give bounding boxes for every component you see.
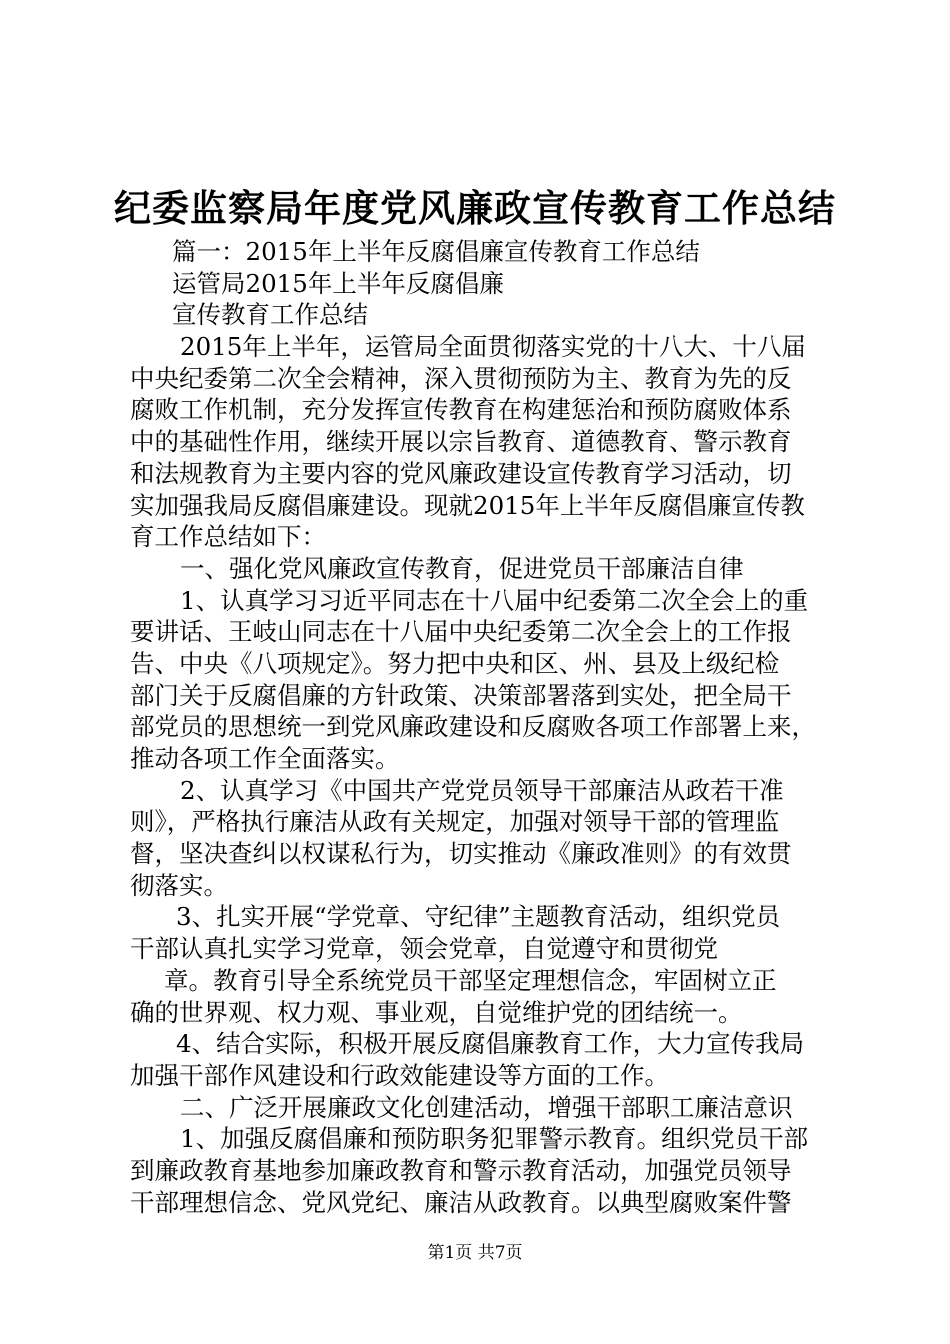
text-line: 彻落实。 — [130, 870, 228, 900]
page-number-footer: 第1页 共7页 — [427, 1243, 523, 1263]
text-line: 干部理想信念、党风党纪、廉洁从政教育。以典型腐败案件警 — [130, 1187, 792, 1217]
text-line: 部门关于反腐倡廉的方针政策、决策部署落到实处，把全局干 — [130, 680, 792, 710]
text-line: 干部认真扎实学习党章，领会党章，自觉遵守和贯彻党 — [130, 934, 718, 964]
text-line: 中央纪委第二次全会精神，深入贯彻预防为主、教育为先的反 — [130, 363, 792, 393]
text-line: 章。教育引导全系统党员干部坚定理想信念，牢固树立正 — [164, 965, 777, 995]
text-line: 中的基础性作用，继续开展以宗旨教育、道德教育、警示教育 — [130, 427, 792, 457]
text-line: 育工作总结如下： — [130, 522, 326, 552]
text-line: 确的世界观、权力观、事业观，自觉维护党的团结统一。 — [130, 997, 743, 1027]
text-line: 宣传教育工作总结 — [172, 300, 368, 330]
paragraph-start-line: 1、加强反腐倡廉和预防职务犯罪警示教育。组织党员干部 — [180, 1124, 809, 1154]
section-heading: 二、广泛开展廉政文化创建活动，增强干部职工廉洁意识 — [180, 1092, 793, 1122]
text-line: 部党员的思想统一到党风廉政建设和反腐败各项工作部署上来， — [130, 712, 816, 742]
text-line: 加强干部作风建设和行政效能建设等方面的工作。 — [130, 1060, 669, 1090]
text-line: 则》，严格执行廉洁从政有关规定，加强对领导干部的管理监 — [130, 807, 780, 837]
text-line: 要讲话、王岐山同志在十八届中央纪委第二次全会上的工作报 — [130, 617, 792, 647]
text-line: 实加强我局反腐倡廉建设。现就2015年上半年反腐倡廉宣传教 — [130, 490, 805, 520]
text-line: 运管局2015年上半年反腐倡廉 — [172, 268, 504, 298]
paragraph-start-line: 2015年上半年，运管局全面贯彻落实党的十八大、十八届 — [180, 332, 806, 362]
text-line: 和法规教育为主要内容的党风廉政建设宣传教育学习活动，切 — [130, 458, 792, 488]
paragraph-start-line: 4、结合实际，积极开展反腐倡廉教育工作，大力宣传我局 — [176, 1029, 805, 1059]
document-title: 纪委监察局年度党风廉政宣传教育工作总结 — [114, 186, 836, 230]
paragraph-start-line: 3、扎实开展“学党章、守纪律”主题教育活动，组织党员 — [176, 902, 781, 932]
document-body — [130, 236, 830, 1218]
text-line: 告、中央《八项规定》。努力把中央和区、州、县及上级纪检 — [130, 648, 780, 678]
text-line: 督，坚决查纠以权谋私行为，切实推动《廉政准则》的有效贯 — [130, 839, 792, 869]
text-line: 篇一：2015年上半年反腐倡廉宣传教育工作总结 — [172, 237, 700, 266]
text-line: 到廉政教育基地参加廉政教育和警示教育活动，加强党员领导 — [130, 1155, 792, 1185]
text-line: 推动各项工作全面落实。 — [130, 744, 400, 773]
text-line: 腐败工作机制，充分发挥宣传教育在构建惩治和预防腐败体系 — [130, 395, 792, 425]
paragraph-start-line: 1、认真学习习近平同志在十八届中纪委第二次全会上的重 — [180, 585, 809, 615]
section-heading: 一、强化党风廉政宣传教育，促进党员干部廉洁自律 — [180, 553, 744, 583]
paragraph-start-line: 2、认真学习《中国共产党党员领导干部廉洁从政若干准 — [180, 775, 784, 805]
